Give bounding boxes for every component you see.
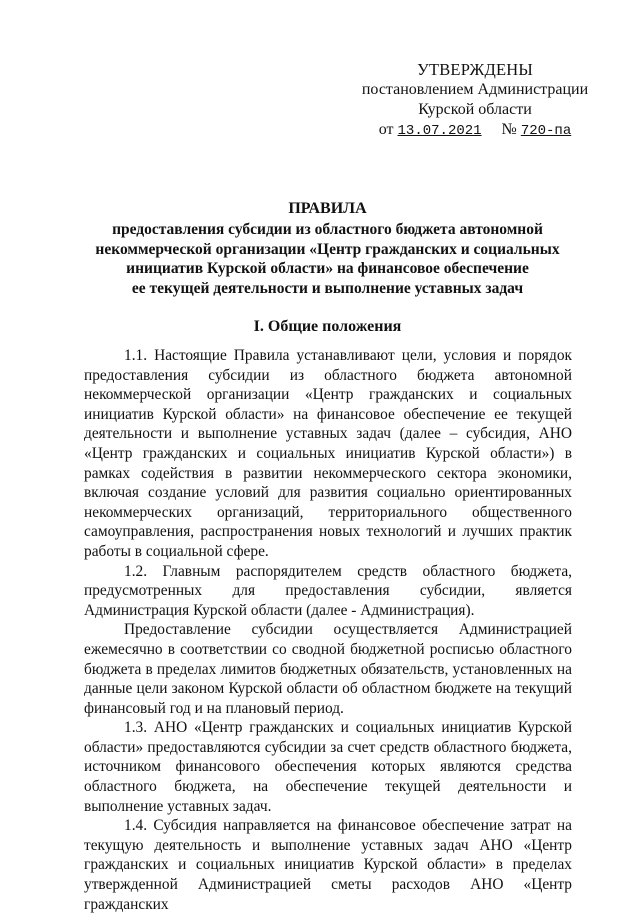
paragraph: 1.2. Главным распорядителем средств областного бюджета, предусмотренных для предоставления субсидии, является Администрация Курской области (далее - Администрация). — [84, 562, 572, 619]
approval-date: 13.07.2021 — [397, 123, 482, 139]
title-main: ПРАВИЛА — [288, 200, 367, 217]
document-body — [84, 346, 572, 914]
approval-number: 720-па — [520, 123, 572, 139]
date-prefix: от — [378, 121, 394, 138]
section-heading: I. Общие положения — [253, 318, 402, 335]
approval-line-region: Курской области — [418, 101, 532, 118]
paragraph: 1.3. АНО «Центр гражданских и социальных инициатив Курской области» предоставляются субсидии за счет средств областного бюджета, источником финансового обеспечения которых являются средства областного бюджета, на обеспечение текущей деятельности и выполнение уставных задач. — [84, 719, 572, 815]
title-line: инициатив Курской области» на финансовое обеспечение — [126, 260, 529, 278]
number-prefix: № — [501, 121, 517, 138]
approval-line-resolution: постановлением Администрации — [361, 81, 589, 98]
approval-heading: УТВЕРЖДЕНЫ — [417, 60, 533, 79]
paragraph: 1.1. Настоящие Правила устанавливают цели, условия и порядок предоставления субсидии из областного бюджета автономной некоммерческой организации «Центр гражданских и социальных инициатив Курской области» на финансовое обеспечение ее текущей деятельности и выполнение уставных задач (далее – субсидия, АНО «Центр гражданских и социальных инициатив Курской области») в рамках содействия в развитии некоммерческого сектора экономики, включая создание условий для развития социально ориентированных некоммерческих организаций, территориального общественного самоуправления, распространения новых технологий и лучших практик работы в социальной сфере. — [84, 347, 572, 560]
paragraph: Предоставление субсидии осуществляется Администрацией ежемесячно в соответствии со сводной бюджетной росписью областного бюджета в пределах лимитов бюджетных обязательств, установленных на данные цели законом Курской области об областном бюджете на текущий финансовый год и на плановый период. — [84, 621, 572, 717]
title-line: предоставления субсидии из областного бюджета автономной — [112, 220, 543, 238]
approval-stamp — [330, 60, 620, 141]
document-title — [70, 199, 585, 299]
title-line: некоммерческой организации «Центр гражданских и социальных — [95, 240, 560, 258]
title-line: ее текущей деятельности и выполнение уставных задач — [131, 280, 524, 298]
approval-date-line — [330, 120, 620, 141]
paragraph: 1.4. Субсидия направляется на финансовое обеспечение затрат на текущую деятельность и выполнение уставных задач АНО «Центр гражданских и социальных инициатив Курской области» в пределах утвержденной Администрацией сметы расходов АНО «Центр гражданских — [84, 817, 572, 913]
